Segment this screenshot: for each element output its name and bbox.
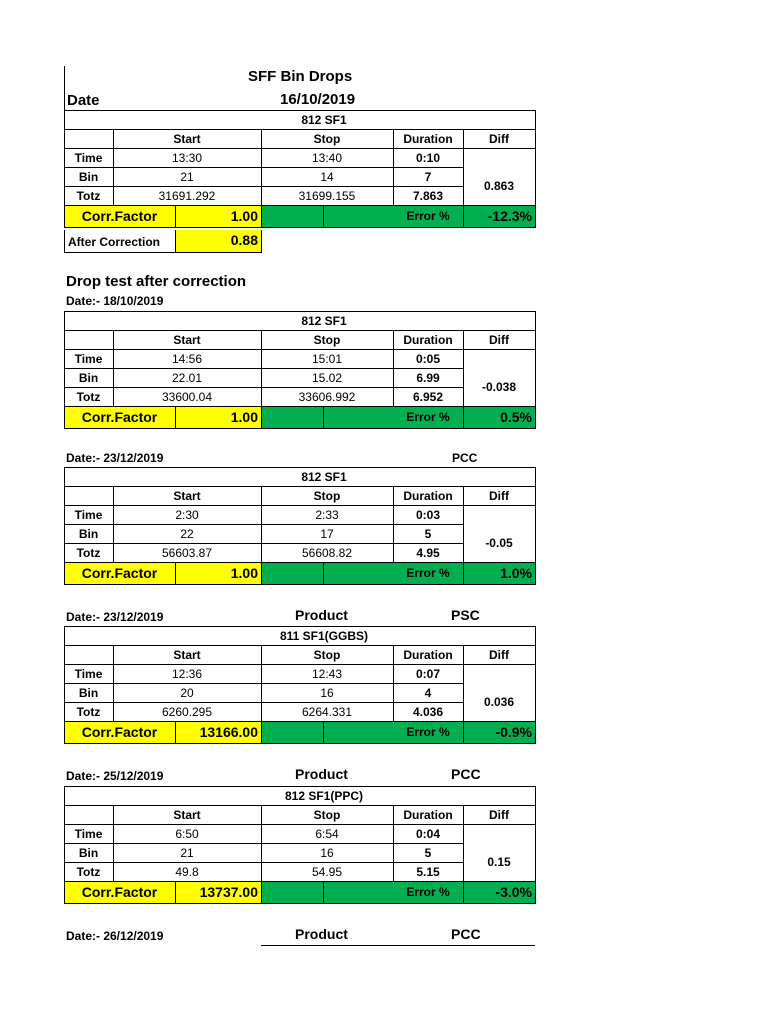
row-label-bin: Bin <box>78 685 99 700</box>
error-label: Error % <box>406 209 450 223</box>
error-value: -0.9% <box>495 724 532 740</box>
sheet-title: SFF Bin Drops <box>248 68 353 85</box>
totz-stop: 33606.992 <box>298 389 356 404</box>
row-label-totz: Totz <box>76 545 101 560</box>
last-date: Date:- 26/12/2019 <box>66 929 164 943</box>
row-label-bin: Bin <box>78 169 99 184</box>
error-label: Error % <box>406 725 450 739</box>
table-header: 811 SF1(GGBS) <box>279 628 369 643</box>
block-4-type: PSC <box>451 607 480 623</box>
col-header-stop: Stop <box>313 488 341 503</box>
after-correction-value: 0.88 <box>230 232 258 248</box>
time-stop: 12:43 <box>311 666 343 681</box>
corr-factor-value: 1.00 <box>230 409 258 425</box>
row-label-time: Time <box>74 507 103 522</box>
after-correction-label: After Correction <box>68 235 161 249</box>
col-header-duration: Duration <box>403 332 453 347</box>
block-3-date: Date:- 23/12/2019 <box>66 451 164 465</box>
row-label-totz: Totz <box>76 389 101 404</box>
time-start: 13:30 <box>171 150 203 165</box>
error-value: 1.0% <box>500 565 532 581</box>
totz-start: 6260.295 <box>161 704 213 719</box>
time-stop: 13:40 <box>311 150 343 165</box>
col-header-diff: Diff <box>489 807 509 822</box>
last-underline <box>261 945 535 946</box>
row-label-totz: Totz <box>76 864 101 879</box>
block-5-date: Date:- 25/12/2019 <box>66 769 164 783</box>
row-label-bin: Bin <box>78 845 99 860</box>
corr-factor-label: Corr.Factor <box>81 884 158 900</box>
row-label-time: Time <box>74 150 103 165</box>
totz-stop: 54.95 <box>311 864 343 879</box>
error-label: Error % <box>406 410 450 424</box>
bin-stop: 14 <box>320 169 334 184</box>
col-header-start: Start <box>173 807 201 822</box>
col-header-diff: Diff <box>489 488 509 503</box>
col-header-start: Start <box>173 332 201 347</box>
row-label-totz: Totz <box>76 188 101 203</box>
row-label-bin: Bin <box>78 370 99 385</box>
col-header-stop: Stop <box>313 332 341 347</box>
bin-stop: 15.02 <box>311 370 343 385</box>
col-header-diff: Diff <box>489 131 509 146</box>
corr-factor-label: Corr.Factor <box>81 565 158 581</box>
corr-factor-label: Corr.Factor <box>81 724 158 740</box>
bin-duration: 5 <box>424 845 432 860</box>
row-label-time: Time <box>74 826 103 841</box>
col-header-start: Start <box>173 488 201 503</box>
time-duration: 0:10 <box>415 150 441 165</box>
error-value: -3.0% <box>495 884 532 900</box>
error-label: Error % <box>406 566 450 580</box>
block-5-type: PCC <box>451 766 481 782</box>
time-stop: 6:54 <box>315 826 339 841</box>
totz-start: 49.8 <box>175 864 199 879</box>
corr-factor-value: 1.00 <box>230 208 258 224</box>
totz-duration: 7.863 <box>412 188 444 203</box>
time-start: 2:30 <box>175 507 199 522</box>
col-header-duration: Duration <box>403 131 453 146</box>
col-header-duration: Duration <box>403 807 453 822</box>
col-header-stop: Stop <box>313 647 341 662</box>
diff-value: -0.05 <box>485 536 513 550</box>
table-header: 812 SF1 <box>301 112 347 127</box>
bin-stop: 16 <box>320 845 334 860</box>
time-start: 12:36 <box>171 666 203 681</box>
diff-value: 0.036 <box>483 695 515 709</box>
col-header-duration: Duration <box>403 488 453 503</box>
table-header: 812 SF1 <box>301 469 347 484</box>
error-value: 0.5% <box>500 409 532 425</box>
totz-start: 31691.292 <box>158 188 216 203</box>
totz-start: 56603.87 <box>161 545 213 560</box>
error-label: Error % <box>406 885 450 899</box>
bin-duration: 5 <box>424 526 432 541</box>
row-label-bin: Bin <box>78 526 99 541</box>
time-start: 6:50 <box>175 826 199 841</box>
bin-duration: 7 <box>424 169 432 184</box>
time-duration: 0:05 <box>415 351 441 366</box>
last-type: PCC <box>451 926 481 942</box>
bin-start: 21 <box>180 169 194 184</box>
error-value: -12.3% <box>487 208 532 224</box>
corr-factor-value: 1.00 <box>230 565 258 581</box>
bin-start: 22.01 <box>171 370 203 385</box>
totz-duration: 4.95 <box>416 545 440 560</box>
totz-duration: 6.952 <box>412 389 444 404</box>
col-header-stop: Stop <box>313 807 341 822</box>
time-duration: 0:07 <box>415 666 441 681</box>
block-2-date: Date:- 18/10/2019 <box>66 294 164 308</box>
table-header: 812 SF1(PPC) <box>284 788 364 803</box>
col-header-diff: Diff <box>489 647 509 662</box>
row-label-time: Time <box>74 351 103 366</box>
diff-value: -0.038 <box>481 380 517 394</box>
time-start: 14:56 <box>171 351 203 366</box>
totz-stop: 56608.82 <box>301 545 353 560</box>
diff-value: 0.863 <box>483 179 515 193</box>
row-label-totz: Totz <box>76 704 101 719</box>
diff-value: 0.15 <box>487 855 511 869</box>
corr-factor-value: 13166.00 <box>199 724 258 740</box>
block-4-date: Date:- 23/12/2019 <box>66 610 164 624</box>
col-header-start: Start <box>173 131 201 146</box>
date-value: 16/10/2019 <box>280 91 356 108</box>
col-header-stop: Stop <box>313 131 341 146</box>
col-header-diff: Diff <box>489 332 509 347</box>
totz-duration: 5.15 <box>416 864 440 879</box>
corr-factor-label: Corr.Factor <box>81 409 158 425</box>
corr-factor-label: Corr.Factor <box>81 208 158 224</box>
bin-start: 20 <box>180 685 194 700</box>
time-stop: 2:33 <box>315 507 339 522</box>
block-4-product: Product <box>295 607 348 623</box>
totz-stop: 31699.155 <box>298 188 356 203</box>
bin-duration: 4 <box>424 685 432 700</box>
bin-duration: 6.99 <box>416 370 440 385</box>
last-product: Product <box>295 926 348 942</box>
bin-start: 22 <box>180 526 194 541</box>
bin-start: 21 <box>180 845 194 860</box>
time-duration: 0:04 <box>415 826 441 841</box>
section-heading: Drop test after correction <box>66 273 247 290</box>
row-label-time: Time <box>74 666 103 681</box>
col-header-start: Start <box>173 647 201 662</box>
table-header: 812 SF1 <box>301 313 347 328</box>
bin-stop: 16 <box>320 685 334 700</box>
date-label: Date <box>67 92 100 109</box>
left-margin-line <box>64 66 65 110</box>
block-3-type: PCC <box>452 451 478 465</box>
time-duration: 0:03 <box>415 507 441 522</box>
totz-stop: 6264.331 <box>301 704 353 719</box>
bin-stop: 17 <box>320 526 334 541</box>
totz-start: 33600.04 <box>161 389 213 404</box>
time-stop: 15:01 <box>311 351 343 366</box>
totz-duration: 4.036 <box>412 704 444 719</box>
col-header-duration: Duration <box>403 647 453 662</box>
corr-factor-value: 13737.00 <box>199 884 258 900</box>
block-5-product: Product <box>295 766 348 782</box>
